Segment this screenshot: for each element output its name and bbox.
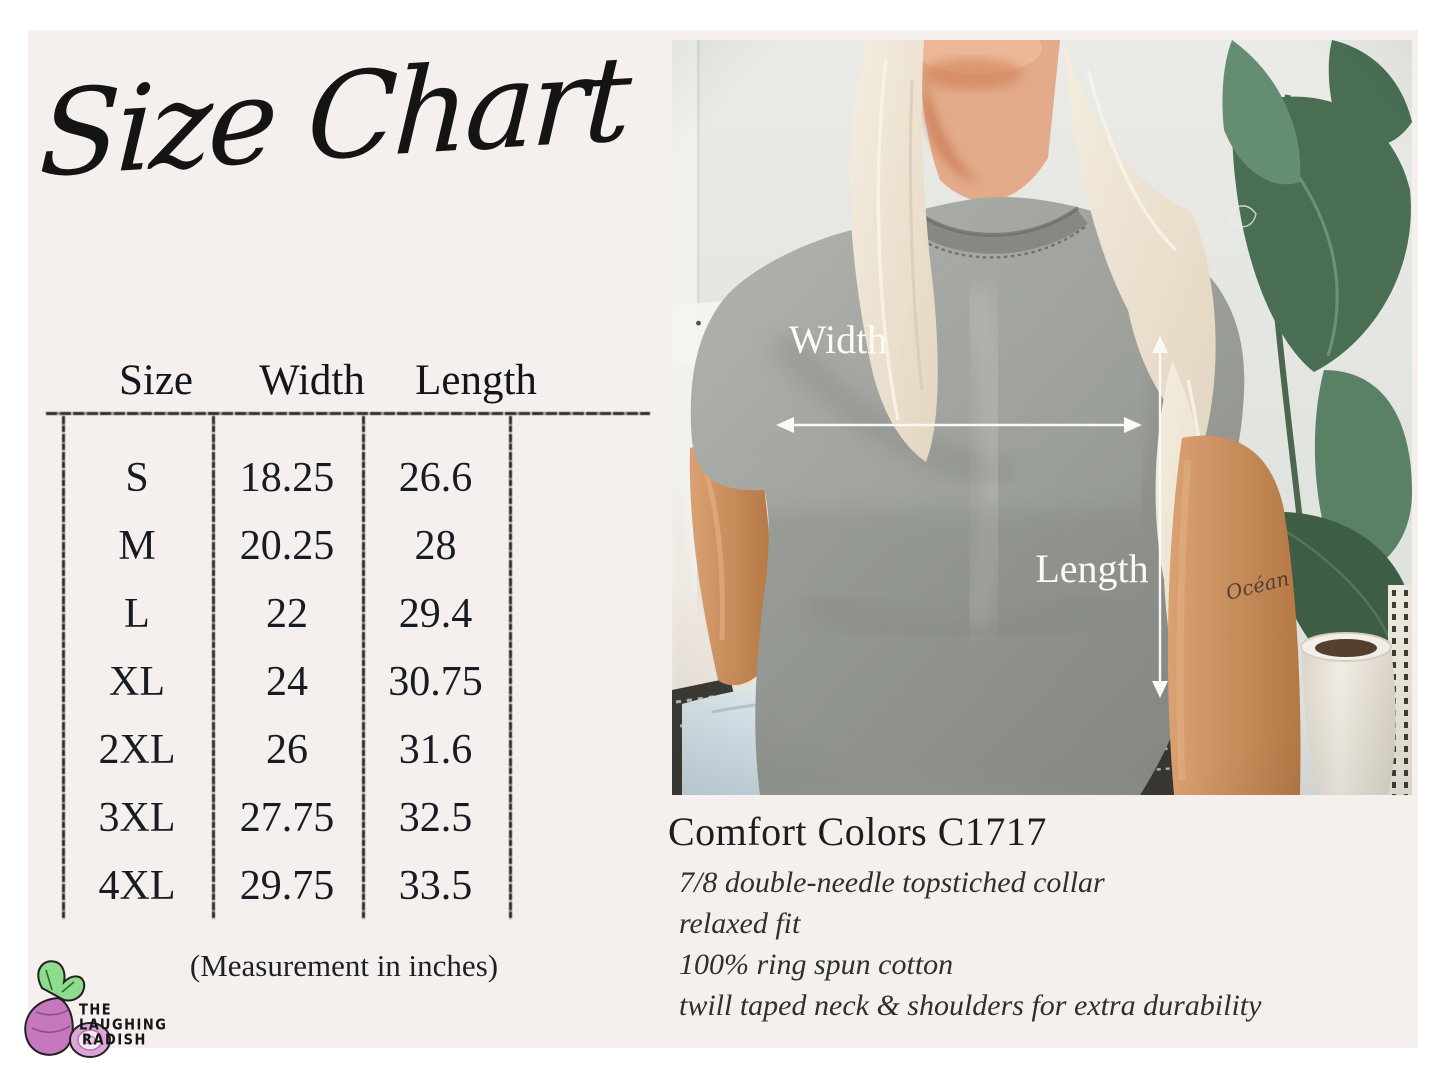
table-row (62, 648, 512, 716)
column-header-length: Length (415, 357, 537, 404)
product-details (679, 862, 1261, 1026)
length-cell: 28 (414, 523, 457, 569)
product-detail-line: 7/8 double-needle topstiched collar (679, 866, 1105, 899)
product-detail-line: relaxed fit (679, 907, 801, 940)
size-cell: S (125, 455, 149, 501)
radish-leaves (38, 961, 84, 1000)
table-divider-horizontal (46, 412, 650, 415)
size-cell: L (124, 591, 150, 637)
size-cell: M (118, 523, 156, 569)
width-cell: 29.75 (239, 863, 335, 909)
product-photo (672, 40, 1412, 795)
page-title: Size Chart (36, 29, 631, 204)
length-cell: 32.5 (398, 795, 473, 841)
radish-body (25, 998, 73, 1055)
length-cell: 30.75 (388, 659, 483, 705)
product-detail-line: 100% ring spun cotton (679, 948, 954, 981)
table-row (62, 784, 512, 852)
size-cell: 4XL (98, 863, 176, 909)
table-row (62, 444, 512, 512)
brand-logo (22, 948, 182, 1078)
width-cell: 20.25 (239, 523, 335, 569)
width-cell: 22 (266, 591, 308, 637)
table-row (62, 512, 512, 580)
length-cell: 29.4 (398, 591, 473, 637)
brand-line-2: LAUGHING (79, 1016, 168, 1034)
column-header-width: Width (259, 357, 365, 404)
table-row (62, 852, 512, 920)
length-cell: 26.6 (398, 455, 473, 501)
table-row (62, 580, 512, 648)
width-cell: 26 (266, 727, 308, 773)
size-cell: 3XL (98, 795, 176, 841)
width-cell: 24 (266, 659, 308, 705)
size-cell: XL (109, 659, 165, 705)
width-cell: 18.25 (239, 455, 335, 501)
length-cell: 33.5 (398, 863, 473, 909)
measurement-note: (Measurement in inches) (189, 948, 499, 983)
brand-line-1: THE (79, 1001, 113, 1019)
size-cell: 2XL (98, 727, 176, 773)
width-cell: 27.75 (239, 795, 335, 841)
length-cell: 31.6 (398, 727, 473, 773)
brand-name (79, 1002, 167, 1049)
table-row (62, 716, 512, 784)
size-table-body (62, 444, 512, 920)
product-title: Comfort Colors C1717 (668, 809, 1047, 854)
product-detail-line: twill taped neck & shoulders for extra durability (679, 989, 1262, 1022)
brand-line-3: RADISH (82, 1031, 147, 1049)
column-header-size: Size (118, 357, 194, 404)
